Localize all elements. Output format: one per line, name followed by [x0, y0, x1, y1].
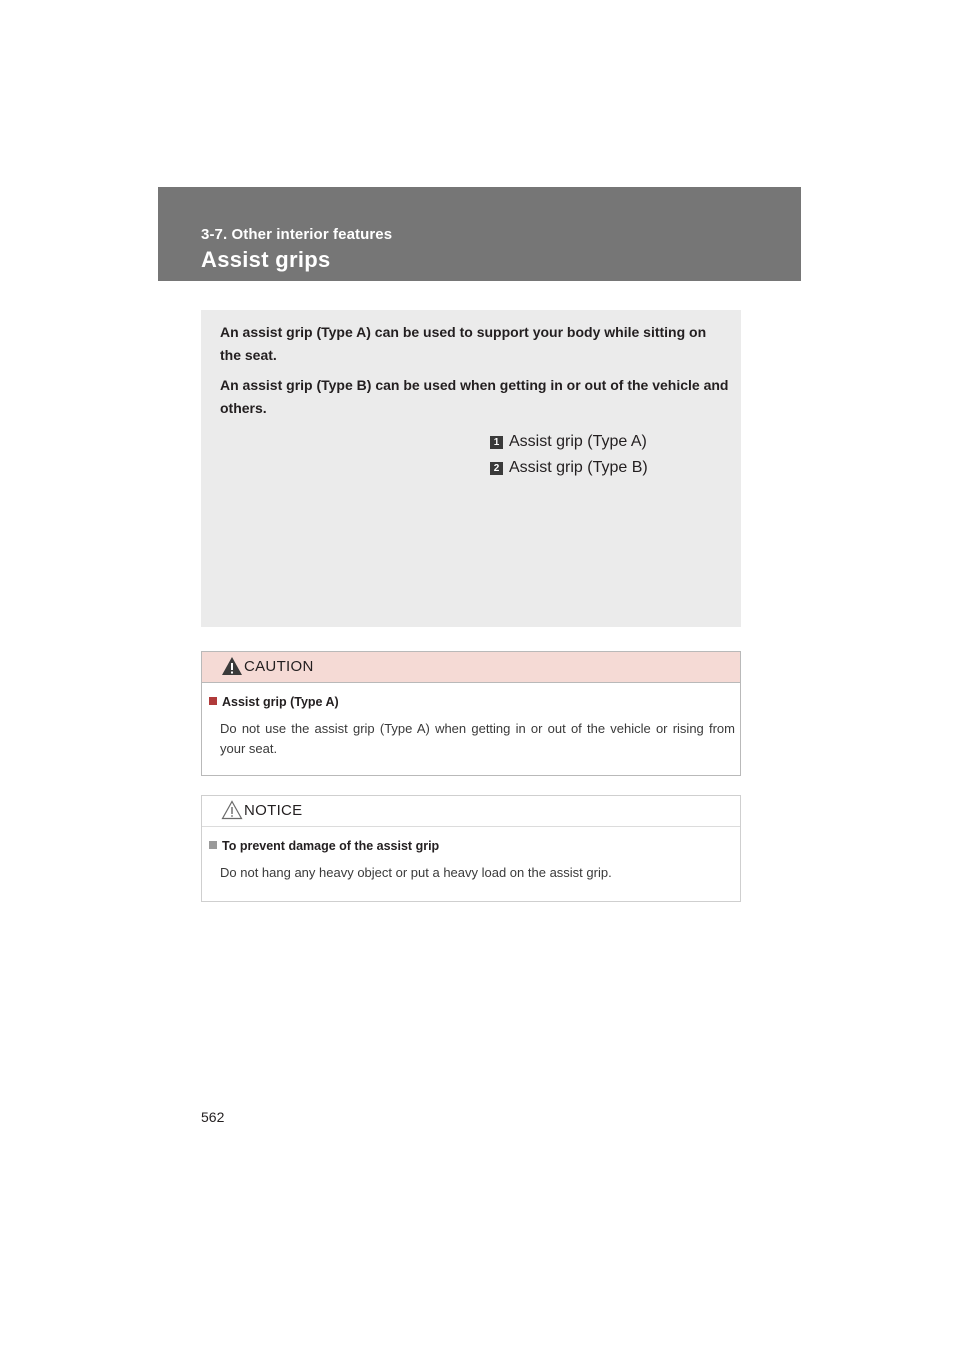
page-title: Assist grips	[201, 247, 331, 272]
warning-triangle-icon	[221, 656, 243, 676]
legend-item-2	[490, 457, 648, 479]
notice-header	[202, 796, 740, 827]
caution-heading	[209, 695, 339, 709]
page-header	[158, 187, 801, 281]
notice-text: Do not hang any heavy object or put a heavy load on the assist grip.	[220, 865, 612, 880]
warning-triangle-icon	[221, 800, 243, 820]
notice-box	[201, 795, 741, 902]
caution-heading-text: Assist grip (Type A)	[222, 695, 339, 709]
notice-label: NOTICE	[244, 802, 303, 819]
caution-label: CAUTION	[244, 658, 314, 675]
notice-heading-text: To prevent damage of the assist grip	[222, 839, 440, 853]
legend-label: Assist grip (Type A)	[509, 433, 647, 450]
intro-panel	[201, 310, 741, 627]
number-badge: 1	[490, 436, 503, 449]
bullet-square-icon	[209, 841, 217, 849]
caution-header	[202, 652, 740, 683]
intro-paragraph-1: An assist grip (Type A) can be used to support your body while sitting on the seat.	[220, 324, 707, 363]
page-number: 562	[201, 1109, 225, 1125]
number-badge: 2	[490, 462, 503, 475]
intro-paragraph-2: An assist grip (Type B) can be used when getting in or out of the vehicle and others.	[220, 377, 729, 416]
caution-text: Do not use the assist grip (Type A) when getting in or out of the vehicle or rising from your seat.	[220, 721, 735, 756]
notice-heading	[209, 839, 439, 853]
legend-item-1	[490, 431, 647, 453]
legend-label: Assist grip (Type B)	[509, 459, 648, 476]
bullet-square-icon	[209, 697, 217, 705]
section-label: 3-7. Other interior features	[201, 226, 393, 243]
caution-box	[201, 651, 741, 776]
